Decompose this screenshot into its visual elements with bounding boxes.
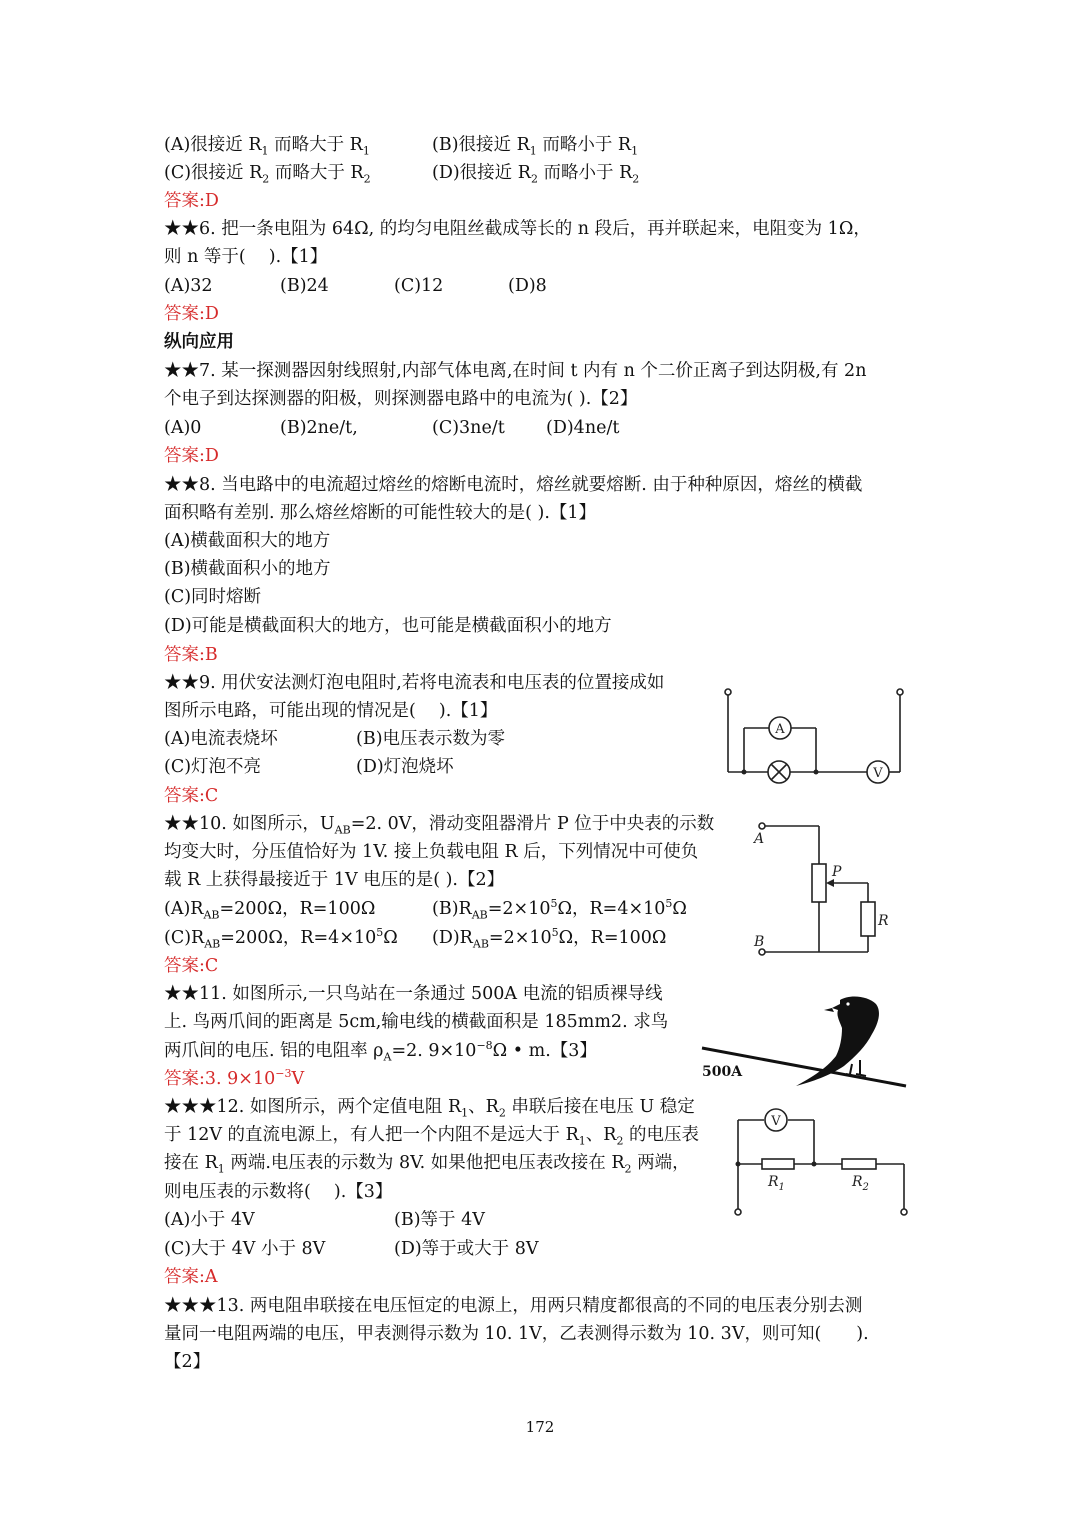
q9-option-d: (D)灯泡烧坏 [356,757,454,777]
q9-ammeter-label: A [775,722,785,737]
q6-option-a: (A)32 [164,276,213,296]
q11-text-line1: ★★11. 如图所示,一只鸟站在一条通过 500A 电流的铝质裸导线 [164,984,663,1004]
q5-option-d: (D)很接近 $R_2$ 而略小于 $R_2$ [432,163,640,186]
q12-option-b: (B)等于 4V [394,1210,485,1230]
q9-option-a: (A)电流表烧坏 [164,729,278,749]
q10-option-c: $(C)R_{AB}=200\Omega$，$R=4\times 10^5\Omega$ [164,926,398,951]
q5-option-c: (C)很接近 $R_2$ 而略大于 $R_2$ [164,163,371,186]
q5-answer: 答案:D [164,191,219,211]
q7-option-a: (A)0 [164,418,202,438]
q10-label-p: P [832,864,842,880]
q7-text-line1: ★★7. 某一探测器因射线照射,内部气体电离,在时间 t 内有 n 个二价正离子到达阴极,有 2n [164,361,867,381]
q8-option-b: (B)横截面积小的地方 [164,559,331,579]
q11-bird-on-wire-figure [700,990,910,1090]
q6-option-c: (C)12 [394,276,444,296]
page-number: 172 [525,1418,555,1436]
q9-text-line1: ★★9. 用伏安法测灯泡电阻时,若将电流表和电压表的位置接成如 [164,673,665,693]
q8-answer: 答案:B [164,645,218,665]
q13-text-line1: ★★★13. 两电阻串联接在电压恒定的电源上，用两只精度都很高的不同的电压表分别去测 [164,1296,863,1316]
q10-label-r: R [878,913,889,929]
q10-circuit-diagram [744,812,904,962]
q6-option-d: (D)8 [508,276,547,296]
q12-text-line1: ★★★12. 如图所示，两个定值电阻 $R_1$、$R_2$ 串联后接在电压 U 稳定 [164,1097,695,1120]
q6-text-line2: 则 n 等于( ).【1】 [164,247,328,267]
q8-option-a: (A)横截面积大的地方 [164,531,331,551]
q8-option-c: (C)同时熔断 [164,587,262,607]
q6-answer: 答案:D [164,304,219,324]
q10-option-a: $(A)R_{AB}=200\Omega$，R=100Ω [164,899,376,922]
q12-option-a: (A)小于 4V [164,1210,255,1230]
q9-voltmeter-label: V [873,766,883,781]
q12-text-line4: 则电压表的示数将( ).【3】 [164,1182,393,1202]
q10-text-line1: ★★10. 如图所示，$U_{AB}=2$. 0V，滑动变阻器滑片 P 位于中央表的示数 [164,814,715,837]
q8-text-line2: 面积略有差别. 那么熔丝熔断的可能性较大的是( ).【1】 [164,503,597,523]
q10-label-b: B [754,934,765,950]
q10-option-d: $(D)R_{AB}=2\times 10^5\Omega$，R=100Ω [432,926,667,951]
q10-answer: 答案:C [164,956,219,976]
q12-option-c: (C)大于 4V 小于 8V [164,1239,326,1259]
q7-option-c: (C)3ne/t [432,418,505,438]
q10-option-b: $(B)R_{AB}=2\times 10^5\Omega$，$R=4\times 10^5\Omega$ [432,897,687,922]
q12-text-line2: 于 12V 的直流电源上，有人把一个内阻不是远大于 $R_1$、$R_2$ 的电压表 [164,1125,700,1148]
q11-current-label: 500A [702,1064,743,1080]
q7-answer: 答案:D [164,446,219,466]
q12-r2-label: $R_2$ [852,1174,869,1193]
q10-text-line2: 均变大时，分压值恰好为 1V. 接上负载电阻 R 后，下列情况中可使负 [164,842,699,862]
q9-answer: 答案:C [164,786,219,806]
q5-option-a: (A)很接近 $R_1$ 而略大于 $R_1$ [164,135,370,158]
q8-option-d: (D)可能是横截面积大的地方，也可能是横截面积小的地方 [164,616,612,636]
q6-text-line1: ★★6. 把一条电阻为 64Ω, 的均匀电阻丝截成等长的 n 段后，再并联起来，电阻变为 1Ω， [164,219,871,239]
q12-option-d: (D)等于或大于 8V [394,1239,539,1259]
q10-label-a: A [754,831,765,847]
q12-text-line3: 接在 $R_1$ 两端.电压表的示数为 8V. 如果他把电压表改接在 $R_2$ 两端， [164,1153,690,1176]
q9-circuit-diagram [718,684,914,786]
q9-option-b: (B)电压表示数为零 [356,729,506,749]
q9-text-line2: 图所示电路，可能出现的情况是( ).【1】 [164,701,498,721]
q5-option-b: (B)很接近 $R_1$ 而略小于 $R_1$ [432,135,639,158]
q6-option-b: (B)24 [280,276,329,296]
q9-option-c: (C)灯泡不亮 [164,757,262,777]
q11-text-line2: 上. 鸟两爪间的距离是 5cm,输电线的横截面积是 185mm2. 求鸟 [164,1012,669,1032]
q7-option-b: (B)2ne/t, [280,418,358,438]
q11-text-line3: 两爪间的电压. 铝的电阻率 $\rho_A=2$. $9\times 10^{-8}\Omega$ • m.【3】 [164,1039,597,1064]
q7-text-line2: 个电子到达探测器的阳极，则探测器电路中的电流为( ).【2】 [164,389,638,409]
q10-text-line3: 载 R 上获得最接近于 1V 电压的是( ).【2】 [164,870,505,890]
q12-answer: 答案:A [164,1267,218,1287]
q12-circuit-diagram [728,1102,912,1220]
q7-option-d: (D)4ne/t [546,418,620,438]
q11-answer: 答案:3. $9\times 10^{-3}V$ [164,1067,305,1089]
q12-voltmeter-label: V [771,1114,781,1129]
q13-text-line3: 【2】 [164,1352,211,1372]
q8-text-line1: ★★8. 当电路中的电流超过熔丝的熔断电流时，熔丝就要熔断. 由于种种原因，熔丝的横截 [164,475,863,495]
section-title: 纵向应用 [164,332,234,352]
q12-r1-label: $R_1$ [768,1174,785,1193]
q13-text-line2: 量同一电阻两端的电压，甲表测得示数为 10. 1V，乙表测得示数为 10. 3V，则可知( ). [164,1324,869,1344]
